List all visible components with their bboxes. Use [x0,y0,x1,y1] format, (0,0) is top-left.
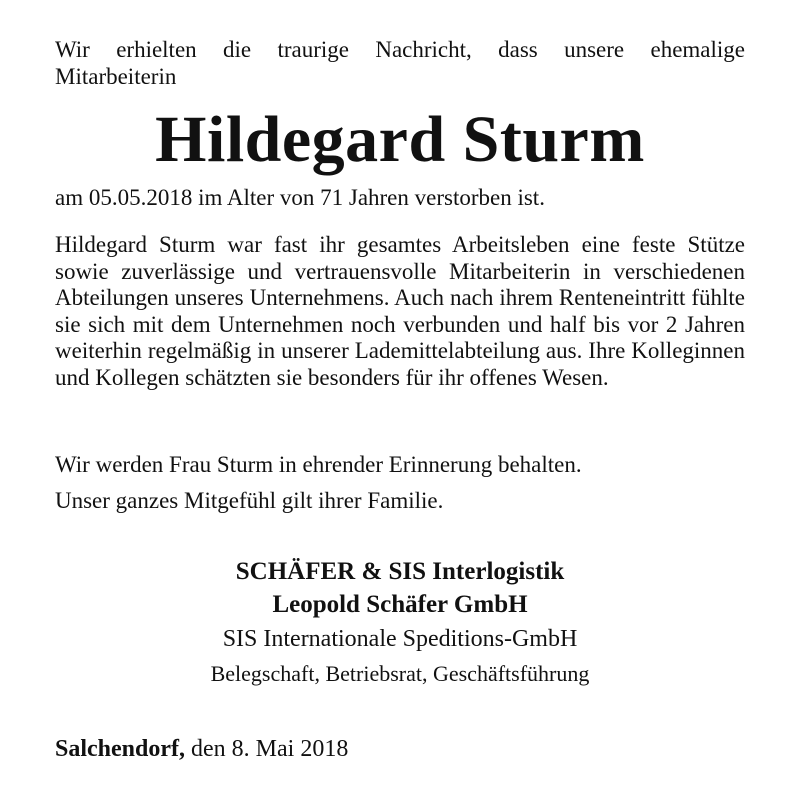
intro-line-1: Wir erhielten die traurige Nachricht, dass unsere ehemalige [55,37,745,62]
staff-line: Belegschaft, Betriebsrat, Geschäftsführung [210,661,590,686]
remembrance-line: Wir werden Frau Sturm in ehrender Erinnerung behalten. [55,452,582,477]
notice-date: den 8. Mai 2018 [185,736,349,762]
condolence-line: Unser ganzes Mitgefühl gilt ihrer Familie. [55,488,444,513]
place-date-line [55,735,348,763]
company-name-3: SIS Internationale Speditions-GmbH [222,626,578,652]
company-name-1: SCHÄFER & SIS Interlogistik [235,558,565,585]
place-name: Salchendorf, [55,736,186,762]
death-date-line: am 05.05.2018 im Alter von 71 Jahren verstorben ist. [55,185,545,210]
intro-text [55,37,745,90]
deceased-name: Hildegard Sturm [155,103,645,176]
tribute-paragraph: Hildegard Sturm war fast ihr gesamtes Arbeitsleben eine feste Stütze sowie zuverlässige und vertrauensvolle Mitarbeiterin in verschiedenen Abteilungen unseres Unternehmens. Auch nach ihrem Renteneintritt fühlte sie sich mit dem Unternehmen noch verbunden und half bis vor 2 Jahren weiterhin regelmäßig in unserer Lademittelabteilung aus. Ihre Kolleginnen und Kollegen schätzten sie besonders für ihr offenes Wesen. [55,232,745,390]
company-name-2: Leopold Schäfer GmbH [272,591,528,618]
intro-line-2: Mitarbeiterin [55,63,177,89]
